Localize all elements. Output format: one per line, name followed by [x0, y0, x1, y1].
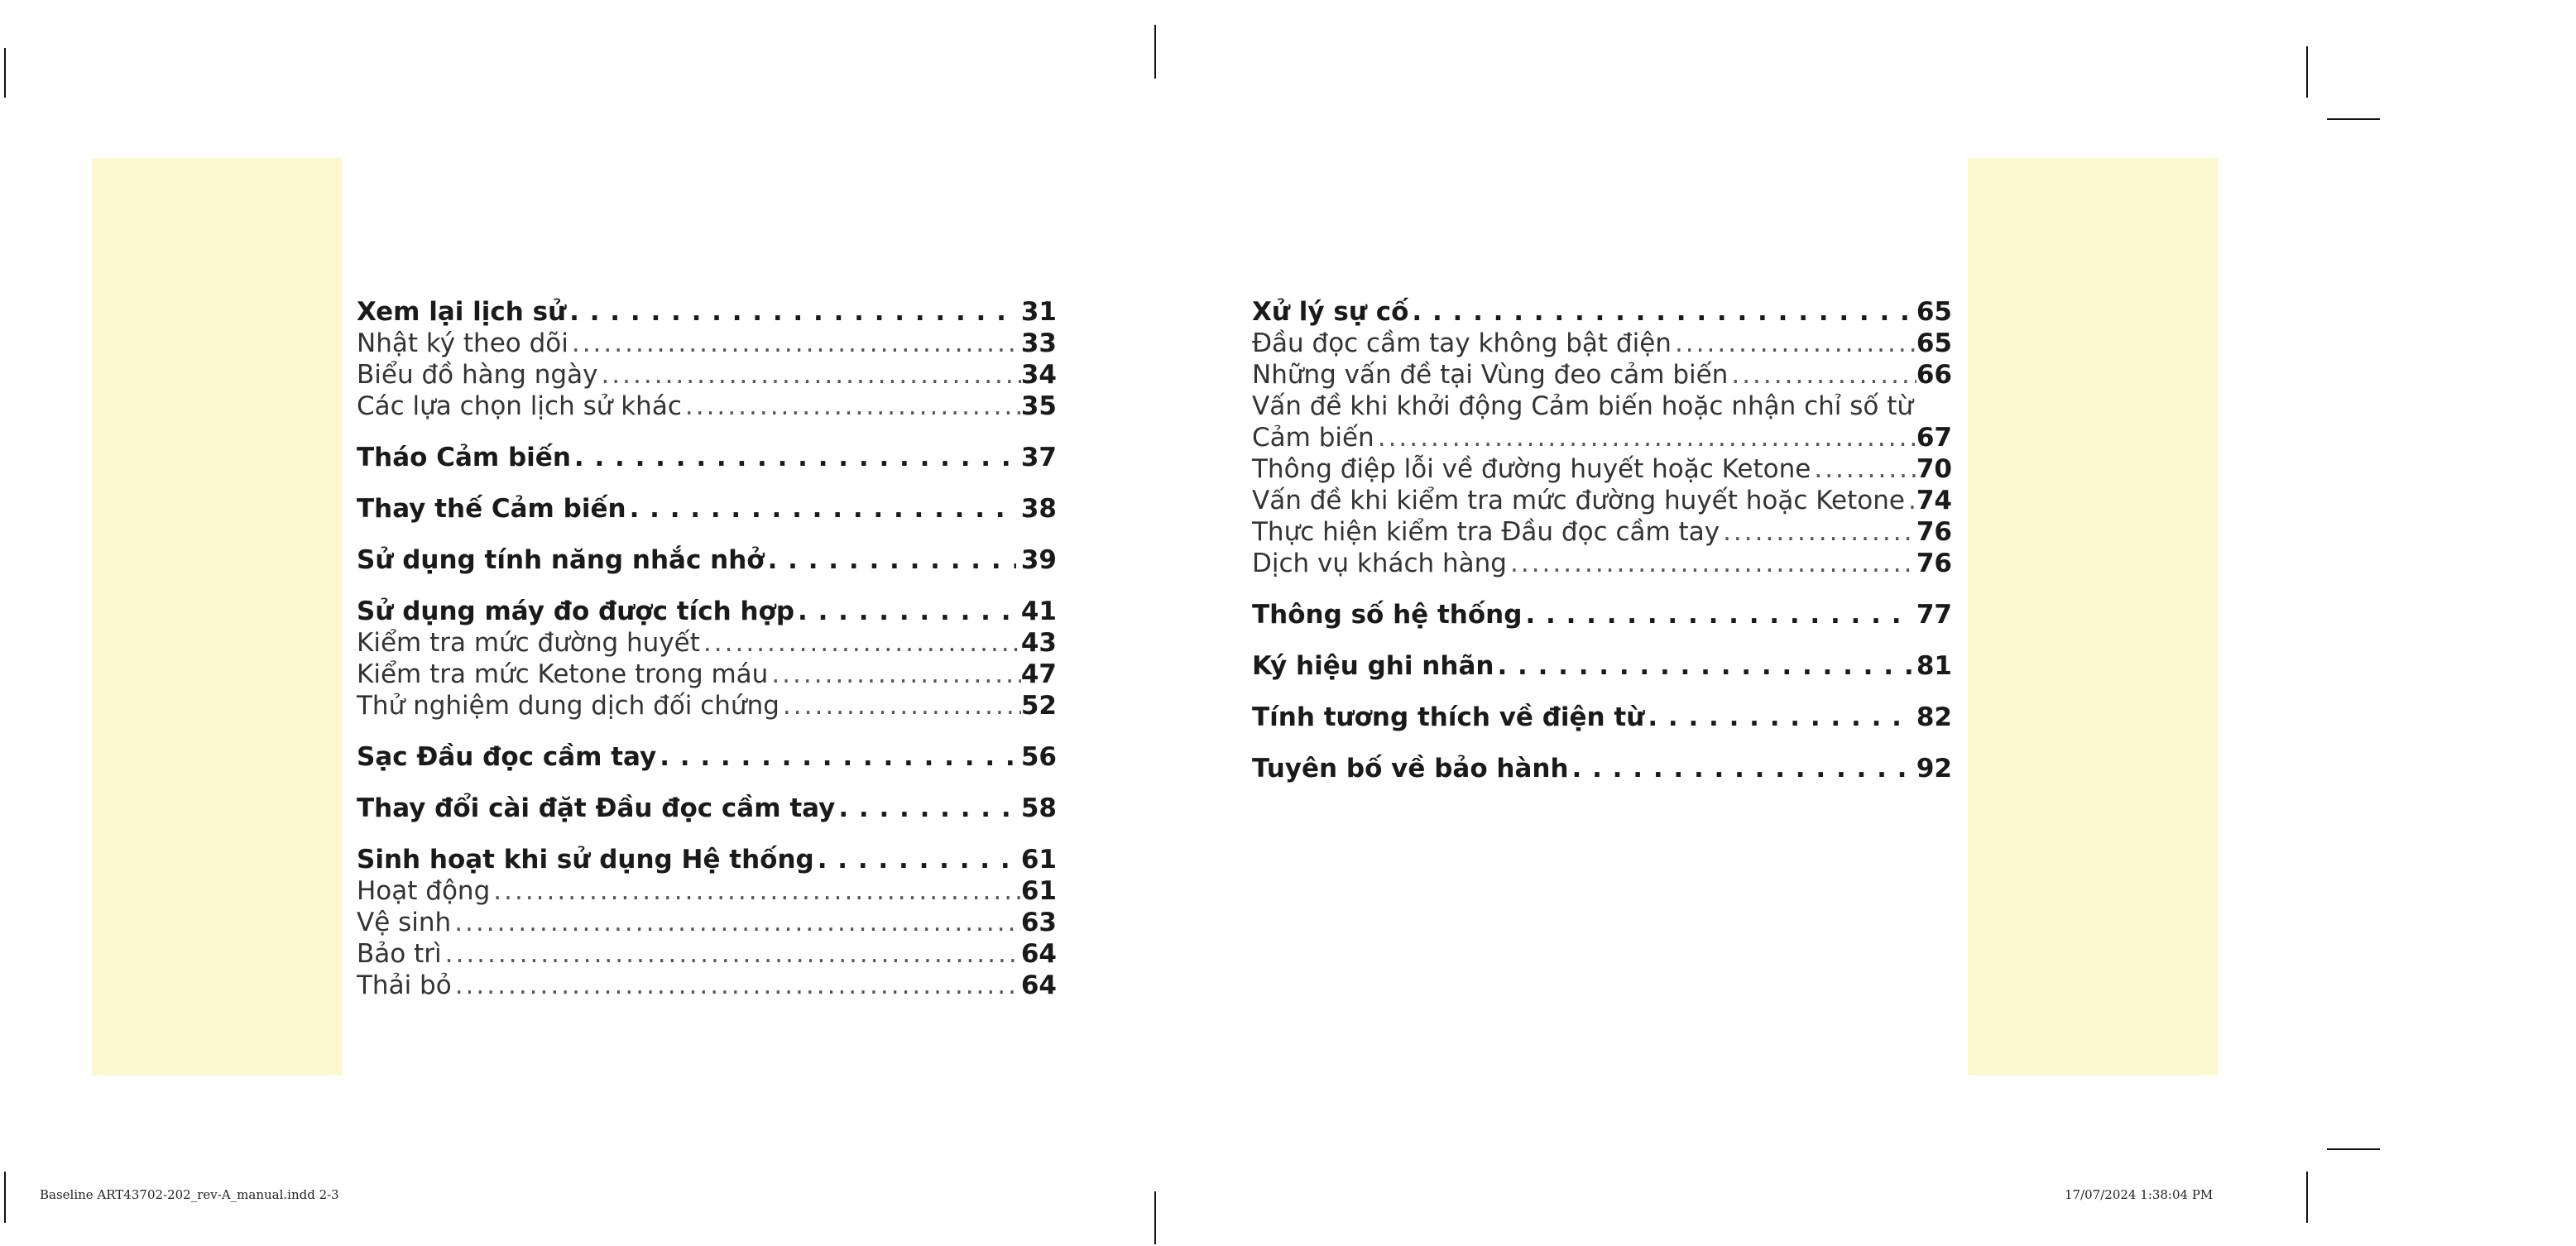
dot-leader	[1525, 599, 1911, 630]
crop-mark	[1154, 1191, 1156, 1244]
toc-subentry[interactable]	[1252, 453, 1952, 485]
toc-entry-title: Thực hiện kiểm tra Đầu đọc cầm tay	[1252, 517, 1720, 547]
dot-leader	[1572, 753, 1912, 784]
toc-subentry[interactable]	[357, 690, 1057, 721]
toc-entry-title: Các lựa chọn lịch sử khác	[357, 391, 682, 421]
toc-section-entry[interactable]	[357, 442, 1057, 473]
toc-entry-title: Sinh hoạt khi sử dụng Hệ thống	[357, 845, 814, 875]
dot-leader	[1510, 548, 1916, 579]
toc-section-entry[interactable]	[357, 844, 1057, 875]
toc-subentry[interactable]	[1252, 328, 1952, 359]
toc-entry-title: Kiểm tra mức đường huyết	[357, 628, 700, 658]
toc-entry-title: Nhật ký theo dõi	[357, 328, 568, 358]
toc-subentry[interactable]	[357, 970, 1057, 1001]
toc-page-number: 61	[1020, 876, 1057, 906]
toc-entry-title: Thay thế Cảm biến	[357, 494, 626, 524]
toc-page-number: 66	[1916, 360, 1952, 390]
toc-page-number: 38	[1020, 494, 1057, 524]
toc-entry-title: Thay đổi cài đặt Đầu đọc cầm tay	[357, 793, 836, 823]
toc-section-entry[interactable]	[357, 741, 1057, 773]
toc-page-number: 76	[1916, 517, 1952, 547]
toc-subentry[interactable]	[357, 359, 1057, 391]
crop-mark	[4, 48, 6, 98]
toc-right-column	[1252, 296, 1952, 784]
toc-page-number: 76	[1916, 549, 1952, 578]
toc-entry-title: Biểu đồ hàng ngày	[357, 360, 598, 390]
toc-page-number: 65	[1916, 328, 1952, 358]
dot-leader	[838, 793, 1016, 824]
dot-leader	[454, 907, 1021, 938]
toc-page-number: 35	[1020, 391, 1057, 421]
dot-leader	[1908, 485, 1916, 516]
toc-subentry[interactable]	[1252, 485, 1952, 516]
dot-leader	[798, 596, 1016, 627]
toc-page-number: 64	[1020, 970, 1057, 1000]
crop-mark	[2306, 1172, 2308, 1223]
footer-file-info: Baseline ART43702-202_rev-A_manual.indd 2-3	[40, 1187, 339, 1202]
dot-leader	[630, 493, 1016, 525]
toc-entry-title: Cảm biến	[1252, 423, 1374, 453]
toc-subentry-first-line[interactable]: Vấn đề khi khởi động Cảm biến hoặc nhận chỉ số từ	[1252, 391, 1914, 421]
toc-page-number: 33	[1020, 328, 1057, 358]
toc-page-number: 65	[1916, 297, 1952, 327]
toc-entry-title: Thông điệp lỗi về đường huyết hoặc Ketone	[1252, 454, 1811, 484]
dot-leader	[601, 359, 1020, 391]
dot-leader	[685, 391, 1021, 422]
toc-page-number: 63	[1020, 908, 1057, 937]
toc-subentry[interactable]	[1252, 422, 1952, 453]
dot-leader	[1412, 296, 1911, 328]
toc-section-entry[interactable]	[357, 596, 1057, 627]
toc-section-entry[interactable]	[357, 493, 1057, 525]
dot-leader	[455, 970, 1021, 1001]
toc-page-number: 56	[1020, 742, 1057, 772]
dot-leader	[1814, 453, 1916, 485]
toc-subentry[interactable]	[1252, 548, 1952, 579]
dot-leader	[660, 741, 1016, 773]
toc-entry-title: Kiểm tra mức Ketone trong máu	[357, 659, 769, 689]
toc-page-number: 41	[1020, 597, 1057, 626]
dot-leader	[493, 875, 1021, 907]
toc-entry-title: Xem lại lịch sử	[357, 297, 567, 327]
toc-entry-title: Tháo Cảm biến	[357, 443, 571, 472]
dot-leader	[1731, 359, 1916, 391]
toc-page-number: 70	[1916, 454, 1952, 484]
toc-entry-title: Ký hiệu ghi nhãn	[1252, 651, 1494, 681]
dot-leader	[1675, 328, 1916, 359]
toc-entry-title: Hoạt động	[357, 876, 491, 906]
footer-timestamp: 17/07/2024 1:38:04 PM	[2065, 1187, 2214, 1202]
toc-subentry[interactable]	[357, 328, 1057, 359]
dot-leader	[574, 442, 1016, 473]
dot-leader	[569, 296, 1016, 328]
toc-section-entry[interactable]	[1252, 753, 1952, 784]
right-margin-band	[1968, 158, 2218, 1076]
left-margin-band	[92, 158, 342, 1076]
dot-leader	[445, 938, 1021, 970]
toc-entry-title: Tính tương thích về điện từ	[1252, 702, 1645, 732]
toc-page-number: 31	[1020, 297, 1057, 327]
toc-page-number: 37	[1020, 443, 1057, 472]
toc-page-number: 82	[1916, 702, 1952, 732]
toc-page-number: 64	[1020, 939, 1057, 969]
toc-entry-title: Sử dụng máy đo được tích hợp	[357, 597, 795, 626]
toc-subentry[interactable]	[357, 938, 1057, 970]
toc-page-number: 47	[1020, 659, 1057, 689]
toc-entry-title: Thông số hệ thống	[1252, 600, 1523, 630]
toc-left-column	[357, 296, 1057, 1001]
toc-entry-title: Xử lý sự cố	[1252, 297, 1409, 327]
toc-entry-title: Vệ sinh	[357, 908, 452, 937]
toc-section-entry[interactable]	[357, 793, 1057, 824]
toc-page-number: 92	[1916, 754, 1952, 784]
toc-subentry[interactable]	[357, 627, 1057, 659]
crop-mark	[4, 1172, 6, 1223]
toc-section-entry[interactable]	[357, 544, 1057, 576]
toc-page-number: 58	[1020, 793, 1057, 823]
toc-subentry[interactable]	[1252, 516, 1952, 548]
toc-subentry[interactable]	[357, 391, 1057, 422]
toc-entry-title: Thải bỏ	[357, 970, 452, 1000]
toc-entry-title: Sử dụng tính năng nhắc nhở	[357, 545, 765, 575]
toc-section-entry[interactable]	[1252, 650, 1952, 682]
toc-entry-title: Sạc Đầu đọc cầm tay	[357, 742, 657, 772]
crop-mark	[2327, 118, 2380, 120]
toc-subentry[interactable]	[1252, 359, 1952, 391]
toc-page-number: 43	[1020, 628, 1057, 658]
toc-entry-title: Đầu đọc cầm tay không bật điện	[1252, 328, 1672, 358]
dot-leader	[1497, 650, 1911, 682]
toc-page-number: 77	[1916, 600, 1952, 630]
toc-page-number: 67	[1916, 423, 1952, 453]
toc-page-number: 74	[1916, 486, 1952, 515]
toc-section-entry[interactable]	[1252, 296, 1952, 328]
dot-leader	[1378, 422, 1916, 453]
toc-page-number: 34	[1020, 360, 1057, 390]
dot-leader	[783, 690, 1021, 721]
crop-mark	[2327, 1148, 2380, 1150]
dot-leader	[818, 844, 1016, 875]
dot-leader	[1723, 516, 1916, 548]
toc-section-entry[interactable]	[357, 296, 1057, 328]
toc-entry-title: Thử nghiệm dung dịch đối chứng	[357, 691, 780, 721]
dot-leader	[768, 544, 1016, 576]
toc-subentry[interactable]	[357, 659, 1057, 690]
toc-entry-title: Bảo trì	[357, 939, 442, 969]
toc-entry-title: Tuyên bố về bảo hành	[1252, 754, 1569, 784]
toc-page-number: 81	[1916, 651, 1952, 681]
dot-leader	[703, 627, 1021, 659]
toc-page-number: 61	[1020, 845, 1057, 875]
toc-section-entry[interactable]	[1252, 599, 1952, 630]
toc-entry-title: Vấn đề khi kiểm tra mức đường huyết hoặc Ketone	[1252, 486, 1905, 515]
dot-leader	[572, 328, 1021, 359]
toc-entry-title: Những vấn đề tại Vùng đeo cảm biến	[1252, 360, 1729, 390]
toc-page-number: 39	[1020, 545, 1057, 575]
dot-leader	[1648, 702, 1912, 733]
dot-leader	[771, 659, 1021, 690]
toc-subentry[interactable]	[357, 875, 1057, 907]
toc-subentry[interactable]	[357, 907, 1057, 938]
toc-entry-title: Dịch vụ khách hàng	[1252, 549, 1507, 578]
toc-page-number: 52	[1020, 691, 1057, 721]
crop-mark	[2306, 46, 2308, 98]
toc-section-entry[interactable]	[1252, 702, 1952, 733]
crop-mark	[1154, 25, 1156, 79]
